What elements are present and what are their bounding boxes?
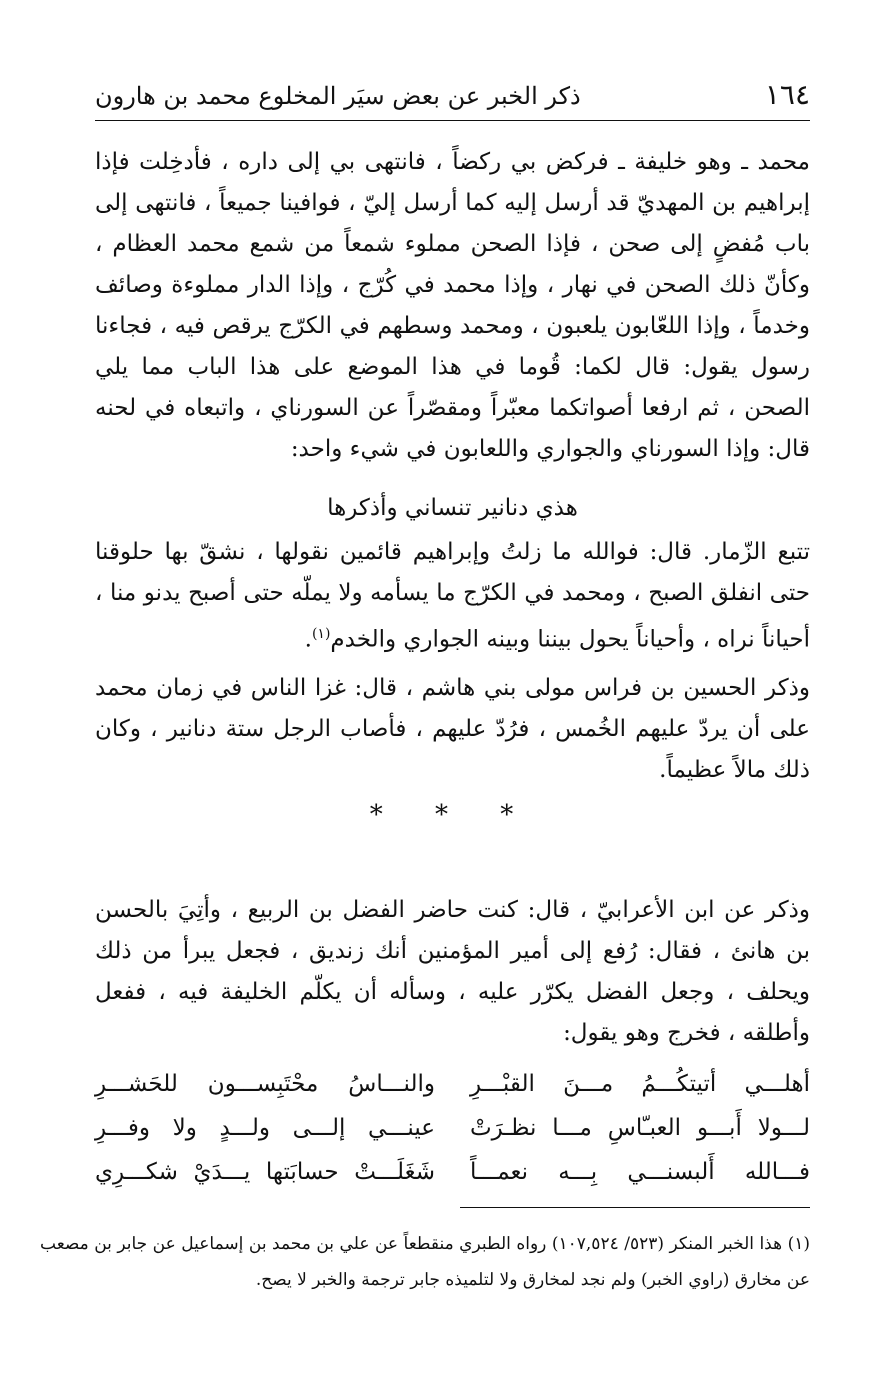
poem-hemistich-first: فـــالله أَلبسنـــي بِـــه نعمـــاً xyxy=(470,1159,810,1185)
running-title: ذكر الخبر عن بعض سيَر المخلوع محمد بن هارون xyxy=(95,82,581,110)
section-separator: * * * xyxy=(369,800,536,830)
paragraph-3: وذكر الحسين بن فراس مولى بني هاشم ، قال: غزا الناس في زمان محمد على أن يردّ عليهم الخُمس ، فرُدّ عليهم ، فأصاب الرجل ستة دنانير ، وكان ذلك مالاً عظيماً. xyxy=(95,675,810,783)
header-divider xyxy=(95,120,810,121)
footnote: (١) هذا الخبر المنكر (٥٢٣/ ١٠٧,٥٢٤) رواه الطبري منقطعاً عن علي بن محمد بن إسماعيل عن جابر بن مصعب عن مخارق (راوي الخبر) ولم نجد لمخارق ولا لتلميذه جابر ترجمة والخبر لا يصح. xyxy=(40,1234,810,1290)
poem-hemistich-second: والنـــاسُ محْتَبِســـون للحَشـــرِ xyxy=(95,1071,435,1097)
poem-hemistich-first: لـــولا أَبـــو العبـّاسِ مـــا نظـرَتْ xyxy=(470,1115,810,1141)
poem-verse xyxy=(95,1150,810,1194)
footnote-divider xyxy=(460,1207,810,1208)
paragraph-4: وذكر عن ابن الأعرابيّ ، قال: كنت حاضر الفضل بن الربيع ، وأتِيَ بالحسن بن هانئ ، فقال: رُفع إلى أمير المؤمنين أنك زنديق ، فجعل يبرأ من ذلك ويحلف ، وجعل الفضل يكرّر عليه ، وسأله أن يكلّم الخليفة فيه ، ففعل وأطلقه ، فخرج وهو يقول: xyxy=(95,897,810,1046)
footnote-marker: (١) xyxy=(311,626,331,642)
page-header xyxy=(95,78,810,122)
poem-hemistich-first: أهلـــي أتيتكُـــمُ مـــنَ القبْـــرِ xyxy=(470,1071,810,1097)
paragraph-2-text: تتبع الزّمار. قال: فوالله ما زلتُ وإبراهيم قائمين نقولها ، نشقّ بها حلوقنا حتى انفلق الصبح ، ومحمد في الكرّج ما يسأمه ولا يملّه حتى أصبح يدنو منا ، أحياناً نراه ، وأحياناً يحول بيننا وبينه الجواري والخدم xyxy=(95,539,810,653)
poem-verse xyxy=(95,1062,810,1106)
paragraph-2-end: . xyxy=(304,626,312,653)
poem xyxy=(95,1062,810,1194)
poem-hemistich-second: عينـــي إلـــى ولـــدٍ ولا وفـــرِ xyxy=(95,1115,435,1141)
poem-verse xyxy=(95,1106,810,1150)
quoted-verse: هذي دنانير تنساني وأذكرها xyxy=(327,495,578,521)
poem-hemistich-second: شَغَلَـــتْ حسابَتها يـــدَيْ شكـــرِي xyxy=(95,1159,435,1185)
paragraph-2 xyxy=(95,532,810,661)
paragraph-1: محمد ـ وهو خليفة ـ فركض بي ركضاً ، فانتهى بي إلى داره ، فأدخِلت فإذا إبراهيم بن المهديّ قد أرسل إليه كما أرسل إليّ ، فوافينا جميعاً ، فانتهى إلى باب مُفضٍ إلى صحن ، فإذا الصحن مملوء شمعاً من شمع محمد العظام ، وكأنّ ذلك الصحن في نهار ، وإذا محمد في كُرّج ، وإذا الدار مملوءة وصائف وخدماً ، وإذا اللعّابون يلعبون ، ومحمد وسطهم في الكرّج يرقص فيه ، فجاءنا رسول يقول: قال لكما: قُوما في هذا الموضع على هذا الباب مما يلي الصحن ، ثم ارفعا أصواتكما معبّراً ومقصّراً عن السورناي ، واتبعاه في لحنه قال: وإذا السورناي والجواري واللعابون في شيء واحد: xyxy=(95,149,810,462)
page-number: ١٦٤ xyxy=(764,78,810,111)
